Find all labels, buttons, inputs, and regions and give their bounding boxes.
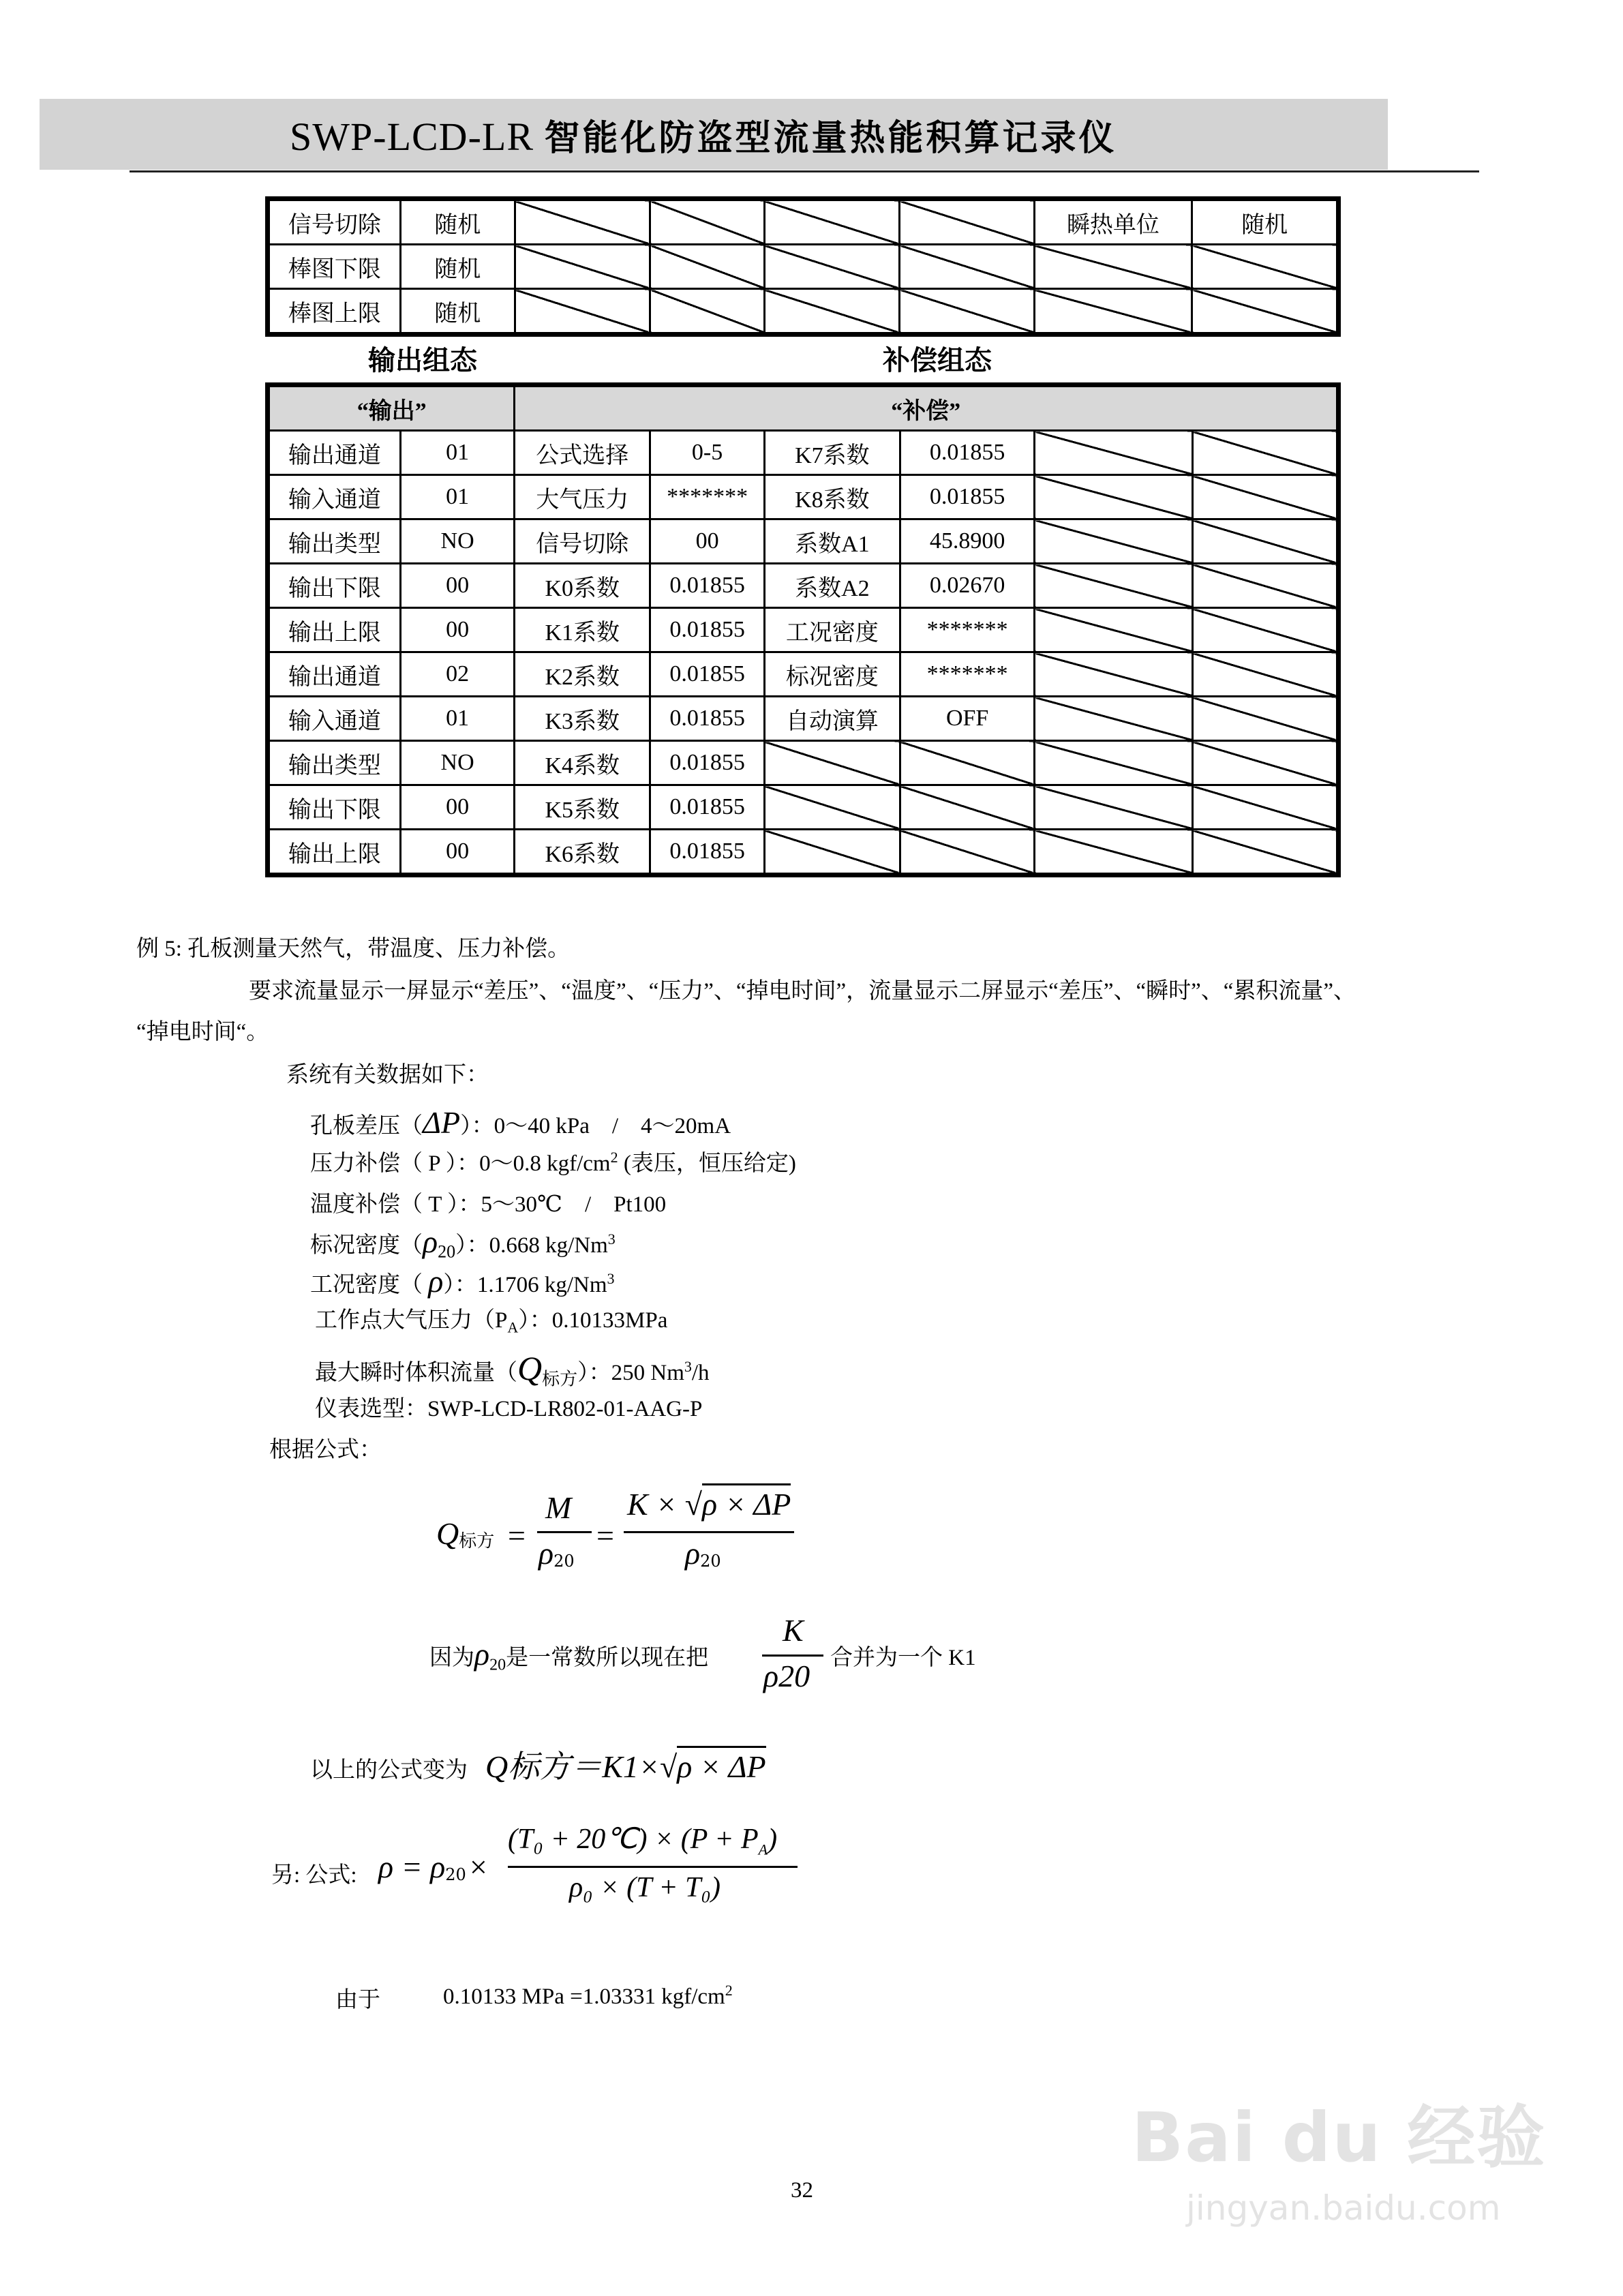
row-value: 随机 [400,245,515,289]
table-row [269,289,1337,333]
formula-numerator-m: M [545,1490,572,1525]
row-value: 随机 [400,289,515,333]
row-value: 01 [400,431,515,475]
row-value: 随机 [1192,200,1337,245]
empty-cell [1034,245,1192,289]
row-label: 瞬热单位 [1034,200,1192,245]
table-row [269,519,1337,564]
formula-denominator-rho20: $\rho_{20}$ [539,1536,575,1571]
table-row [269,245,1337,289]
row-label: 输出下限 [269,564,401,608]
baidu-watermark-logo: Bai du 经验 [1132,2098,1547,2177]
comp-label: 公式选择 [515,431,650,475]
formula-rho-numerator: (T₀ + 20℃) × $(P + P_A)$ [508,1824,778,1858]
fraction-bar [508,1866,798,1868]
header-rule [130,170,1479,172]
example-heading: 例 5: 孔板测量天然气，带温度、压力补偿。 [136,937,571,961]
row-value: 随机 [400,200,515,245]
row-value: 00 [400,564,515,608]
header-title-en: SWP-LCD-LR [290,115,534,159]
empty-cell [764,830,900,874]
comp-label: K1系数 [515,608,650,652]
row-value: NO [400,519,515,564]
comp-value: ******* [650,475,765,519]
empty-cell [1192,652,1337,697]
comp-value: 0.01855 [650,608,765,652]
header-title-cn: 智能化防盗型流量热能积算记录仪 [544,118,1117,159]
coef-label: 工况密度 [764,608,900,652]
empty-cell [1035,741,1192,785]
equals-sign: = [596,1518,614,1553]
fraction-k: K [783,1613,804,1648]
coef-label: 自动演算 [764,697,900,741]
after-text: 以上的公式变为 [310,1758,468,1783]
row-label: 棒图下限 [269,245,401,289]
comp-value: 0.01855 [650,564,765,608]
comp-label: 大气压力 [515,475,650,519]
empty-cell [1192,289,1337,333]
empty-cell [1192,475,1337,519]
empty-cell [900,830,1035,874]
table-row [269,200,1337,245]
spec-atm-pressure: 工作点大气压力$(P_A)$：0.10133MPa [315,1308,668,1336]
empty-cell [515,289,650,333]
spec-std-density: 标况密度$(\rho_{20})$：0.668 kg/Nm$^3$ [310,1224,616,1262]
output-compensation-table [268,385,1338,875]
empty-cell [515,200,650,245]
row-label: 输出通道 [269,431,401,475]
table-row [269,785,1337,830]
coef-value: 0.01855 [900,431,1035,475]
empty-cell [764,245,899,289]
spec-work-density: 工况密度（ ρ）：1.1706 kg/Nm$^3$ [310,1264,615,1299]
comp-value: 0.01855 [650,785,765,830]
comp-label: K6系数 [515,830,650,874]
empty-cell [1192,519,1337,564]
compensation-config-title: 补偿组态 [883,345,992,376]
table-row [269,830,1337,874]
formula-rho-lhs: $\rho = \rho_{20}$ × [378,1849,487,1885]
row-value: 00 [400,830,515,874]
fraction-rho20: ρ20 [763,1659,810,1693]
empty-cell [764,289,899,333]
formula-k1: Q标方＝K1×√ρ × ΔP [485,1742,766,1787]
row-label: 信号切除 [269,200,401,245]
comp-value: 0.01855 [650,830,765,874]
row-label: 输入通道 [269,697,401,741]
row-value: 02 [400,652,515,697]
comp-value: 0.01855 [650,741,765,785]
empty-cell [1192,431,1337,475]
coef-value: 0.01855 [900,475,1035,519]
row-label: 输出上限 [269,608,401,652]
empty-cell [764,785,900,830]
empty-cell [650,200,765,245]
table-row [269,608,1337,652]
empty-cell [1035,608,1192,652]
page-header-title [290,109,1117,160]
formula-denominator-rho20: $\rho_{20}$ [685,1536,721,1571]
empty-cell [900,785,1035,830]
coef-label: 系数A2 [764,564,900,608]
empty-cell [515,245,650,289]
fraction-bar [537,1531,592,1533]
table-header-row [269,387,1337,431]
formula-q-std: $Q_{标方}$ [436,1516,495,1552]
coef-label: 系数A1 [764,519,900,564]
comp-value: 0.01855 [650,697,765,741]
empty-cell [1192,564,1337,608]
row-label: 输出通道 [269,652,401,697]
coef-value: 45.8900 [900,519,1035,564]
system-data-intro: 系统有关数据如下： [286,1063,489,1087]
merge-text: 合并为一个 K1 [830,1646,976,1670]
coef-value: ******* [900,608,1035,652]
requirement-line-2: “掉电时间“。 [136,1020,269,1044]
empty-cell [764,741,900,785]
empty-cell [900,245,1034,289]
empty-cell [1035,475,1192,519]
empty-cell [1035,697,1192,741]
comp-label: K2系数 [515,652,650,697]
empty-cell [1192,830,1337,874]
empty-cell [650,245,765,289]
spec-max-flow: 最大瞬时体积流量$(Q_{标方})$：250 Nm$^3$/h [315,1349,710,1389]
output-header: “输出” [269,387,515,431]
another-formula-label: 另: 公式: [271,1863,357,1888]
comp-label: 信号切除 [515,519,650,564]
comp-label: K3系数 [515,697,650,741]
table-row [269,475,1337,519]
top-config-table [268,199,1338,334]
spec-orifice-dp: 孔板差压（ΔP）：0～40 kPa / 4～20mA [310,1105,731,1140]
table-row [269,697,1337,741]
comp-value: 0-5 [650,431,765,475]
empty-cell [1035,785,1192,830]
coef-value: ******* [900,652,1035,697]
row-value: 01 [400,475,515,519]
empty-cell [1192,608,1337,652]
fraction-bar [762,1655,823,1657]
coef-value: 0.02670 [900,564,1035,608]
coef-label: K7系数 [764,431,900,475]
empty-cell [1034,289,1192,333]
row-value: NO [400,741,515,785]
empty-cell [1192,785,1337,830]
equals-sign: = [508,1518,526,1553]
row-label: 棒图上限 [269,289,401,333]
since-label: 由于 [335,1988,380,2012]
because-text: 因为$\rho_{20}$是一常数所以现在把 [429,1637,709,1674]
empty-cell [1035,431,1192,475]
formula-rho-denominator: ρ₀ × (T + T₀) [569,1872,721,1903]
empty-cell [900,289,1034,333]
row-value: 00 [400,608,515,652]
comp-label: K4系数 [515,741,650,785]
formula-numerator-k: K × √ρ × ΔP [627,1486,791,1522]
spec-temperature: 温度补偿（ T ）：5～30℃ / Pt100 [310,1192,667,1217]
empty-cell [1192,741,1337,785]
empty-cell [1035,564,1192,608]
comp-label: K5系数 [515,785,650,830]
table-row [269,564,1337,608]
coef-value: OFF [900,697,1035,741]
row-label: 输出类型 [269,741,401,785]
row-label: 输出下限 [269,785,401,830]
comp-value: 00 [650,519,765,564]
spec-model: 仪表选型：SWP-LCD-LR802-01-AAG-P [315,1397,703,1421]
table-row [269,431,1337,475]
empty-cell [900,200,1034,245]
comp-label: K0系数 [515,564,650,608]
spec-pressure: 压力补偿（ P ）：0～0.8 kgf/$cm^2$ (表压，恒压给定) [310,1149,796,1176]
fraction-bar [624,1531,794,1533]
empty-cell [1192,245,1337,289]
requirement-line-1: 要求流量显示一屏显示“差压”、“温度”、“压力”、“掉电时间”，流量显示二屏显示“差压”、“瞬时”、“累积流量”、 [249,979,1356,1003]
coef-label: K8系数 [764,475,900,519]
empty-cell [1035,830,1192,874]
empty-cell [900,741,1035,785]
compensation-header: “补偿” [515,387,1337,431]
baidu-watermark-url: jingyan.baidu.com [1186,2188,1501,2228]
empty-cell [1035,652,1192,697]
empty-cell [1192,697,1337,741]
row-label: 输出类型 [269,519,401,564]
empty-cell [764,200,899,245]
table-row [269,741,1337,785]
row-value: 00 [400,785,515,830]
table-row [269,652,1337,697]
empty-cell [1035,519,1192,564]
coef-label: 标况密度 [764,652,900,697]
page-number: 32 [791,2178,813,2203]
output-config-title: 输出组态 [368,345,477,376]
since-value: 0.10133 MPa =1.03331 kgf/$cm^2$ [443,1982,733,2009]
row-label: 输入通道 [269,475,401,519]
comp-value: 0.01855 [650,652,765,697]
row-label: 输出上限 [269,830,401,874]
formula-basis: 根据公式： [269,1438,382,1462]
row-value: 01 [400,697,515,741]
empty-cell [650,289,765,333]
